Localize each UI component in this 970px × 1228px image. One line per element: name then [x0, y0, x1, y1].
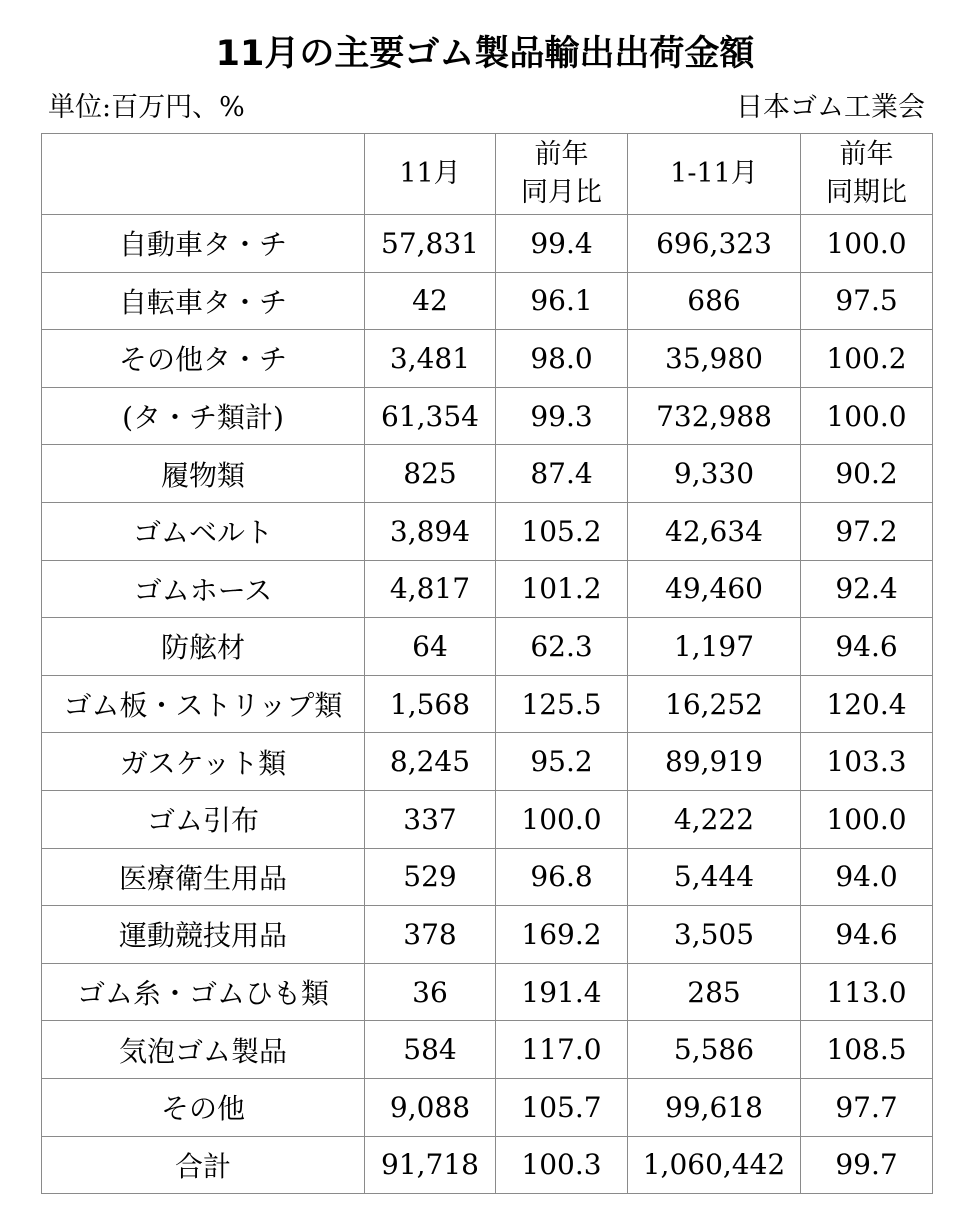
- cell-november: 378: [365, 906, 496, 964]
- cell-yoy-period: 97.2: [801, 502, 933, 560]
- page-title: 11月の主要ゴム製品輸出出荷金額: [215, 34, 755, 74]
- cell-ytd: 696,323: [628, 215, 801, 273]
- cell-yoy-period: 100.0: [801, 215, 933, 273]
- table-row: [42, 963, 933, 1021]
- cell-ytd: 49,460: [628, 560, 801, 618]
- table-row: [42, 1078, 933, 1136]
- header-yoy-month: [496, 134, 628, 215]
- row-label: その他: [42, 1078, 365, 1136]
- row-label: ゴムベルト: [42, 502, 365, 560]
- header-ytd: 1-11月: [628, 134, 801, 215]
- row-label: ガスケット類: [42, 733, 365, 791]
- row-label: (タ・チ類計): [42, 387, 365, 445]
- table-row: [42, 502, 933, 560]
- cell-ytd: 89,919: [628, 733, 801, 791]
- cell-yoy-period: 103.3: [801, 733, 933, 791]
- row-label: 合計: [42, 1136, 365, 1194]
- table-row: [42, 215, 933, 273]
- cell-ytd: 16,252: [628, 675, 801, 733]
- cell-yoy-period: 90.2: [801, 445, 933, 503]
- cell-yoy-month: 100.0: [496, 790, 628, 848]
- row-label: 自転車タ・チ: [42, 272, 365, 330]
- cell-yoy-period: 108.5: [801, 1021, 933, 1079]
- unit-note: 単位:百万円、%: [48, 92, 245, 123]
- cell-ytd: 3,505: [628, 906, 801, 964]
- cell-ytd: 1,060,442: [628, 1136, 801, 1194]
- cell-november: 57,831: [365, 215, 496, 273]
- cell-november: 1,568: [365, 675, 496, 733]
- cell-november: 64: [365, 618, 496, 676]
- cell-november: 8,245: [365, 733, 496, 791]
- row-label: 気泡ゴム製品: [42, 1021, 365, 1079]
- table-row: [42, 790, 933, 848]
- cell-yoy-period: 94.6: [801, 906, 933, 964]
- header-blank: [42, 134, 365, 215]
- table-row: [42, 272, 933, 330]
- cell-yoy-period: 99.7: [801, 1136, 933, 1194]
- cell-november: 584: [365, 1021, 496, 1079]
- header-yoy-month-line1: 前年: [534, 139, 589, 170]
- header-row: [42, 134, 933, 215]
- header-yoy-period-line2: 同期比: [826, 177, 907, 208]
- cell-yoy-period: 113.0: [801, 963, 933, 1021]
- table-row: [42, 675, 933, 733]
- cell-yoy-period: 97.7: [801, 1078, 933, 1136]
- source-note: 日本ゴム工業会: [736, 92, 925, 123]
- table-row: [42, 1136, 933, 1194]
- cell-ytd: 285: [628, 963, 801, 1021]
- cell-yoy-period: 94.0: [801, 848, 933, 906]
- table-row: [42, 906, 933, 964]
- header-yoy-period: [801, 134, 933, 215]
- cell-ytd: 99,618: [628, 1078, 801, 1136]
- row-label: 履物類: [42, 445, 365, 503]
- cell-yoy-month: 100.3: [496, 1136, 628, 1194]
- cell-ytd: 732,988: [628, 387, 801, 445]
- cell-november: 42: [365, 272, 496, 330]
- cell-yoy-month: 99.3: [496, 387, 628, 445]
- cell-yoy-month: 101.2: [496, 560, 628, 618]
- cell-november: 4,817: [365, 560, 496, 618]
- table-body: [42, 134, 933, 1194]
- row-label: ゴム板・ストリップ類: [42, 675, 365, 733]
- cell-ytd: 5,586: [628, 1021, 801, 1079]
- cell-ytd: 4,222: [628, 790, 801, 848]
- cell-november: 3,481: [365, 330, 496, 388]
- table-row: [42, 618, 933, 676]
- header-november: 11月: [365, 134, 496, 215]
- row-label: 防舷材: [42, 618, 365, 676]
- row-label: 医療衛生用品: [42, 848, 365, 906]
- table-row: [42, 560, 933, 618]
- row-label: ゴムホース: [42, 560, 365, 618]
- cell-ytd: 686: [628, 272, 801, 330]
- cell-november: 337: [365, 790, 496, 848]
- cell-november: 825: [365, 445, 496, 503]
- cell-yoy-month: 95.2: [496, 733, 628, 791]
- table-row: [42, 445, 933, 503]
- row-label: ゴム引布: [42, 790, 365, 848]
- cell-yoy-period: 100.2: [801, 330, 933, 388]
- cell-yoy-period: 94.6: [801, 618, 933, 676]
- cell-yoy-month: 169.2: [496, 906, 628, 964]
- cell-november: 61,354: [365, 387, 496, 445]
- table-row: [42, 848, 933, 906]
- row-label: 運動競技用品: [42, 906, 365, 964]
- cell-yoy-period: 100.0: [801, 387, 933, 445]
- cell-yoy-month: 125.5: [496, 675, 628, 733]
- cell-november: 3,894: [365, 502, 496, 560]
- table-row: [42, 387, 933, 445]
- table-row: [42, 733, 933, 791]
- table-row: [42, 330, 933, 388]
- cell-yoy-period: 120.4: [801, 675, 933, 733]
- cell-yoy-month: 87.4: [496, 445, 628, 503]
- cell-ytd: 5,444: [628, 848, 801, 906]
- cell-ytd: 9,330: [628, 445, 801, 503]
- header-yoy-period-line1: 前年: [839, 139, 894, 170]
- cell-november: 91,718: [365, 1136, 496, 1194]
- row-label: 自動車タ・チ: [42, 215, 365, 273]
- cell-november: 9,088: [365, 1078, 496, 1136]
- cell-yoy-month: 62.3: [496, 618, 628, 676]
- cell-yoy-month: 105.7: [496, 1078, 628, 1136]
- cell-yoy-month: 96.8: [496, 848, 628, 906]
- cell-yoy-month: 105.2: [496, 502, 628, 560]
- cell-ytd: 1,197: [628, 618, 801, 676]
- header-yoy-month-line2: 同月比: [521, 177, 602, 208]
- row-label: その他タ・チ: [42, 330, 365, 388]
- cell-yoy-period: 100.0: [801, 790, 933, 848]
- cell-yoy-month: 98.0: [496, 330, 628, 388]
- cell-yoy-month: 117.0: [496, 1021, 628, 1079]
- cell-yoy-period: 97.5: [801, 272, 933, 330]
- cell-ytd: 35,980: [628, 330, 801, 388]
- cell-november: 36: [365, 963, 496, 1021]
- cell-yoy-month: 99.4: [496, 215, 628, 273]
- export-value-table: [41, 133, 933, 1194]
- table-row: [42, 1021, 933, 1079]
- cell-yoy-month: 96.1: [496, 272, 628, 330]
- cell-yoy-month: 191.4: [496, 963, 628, 1021]
- cell-november: 529: [365, 848, 496, 906]
- cell-ytd: 42,634: [628, 502, 801, 560]
- cell-yoy-period: 92.4: [801, 560, 933, 618]
- row-label: ゴム糸・ゴムひも類: [42, 963, 365, 1021]
